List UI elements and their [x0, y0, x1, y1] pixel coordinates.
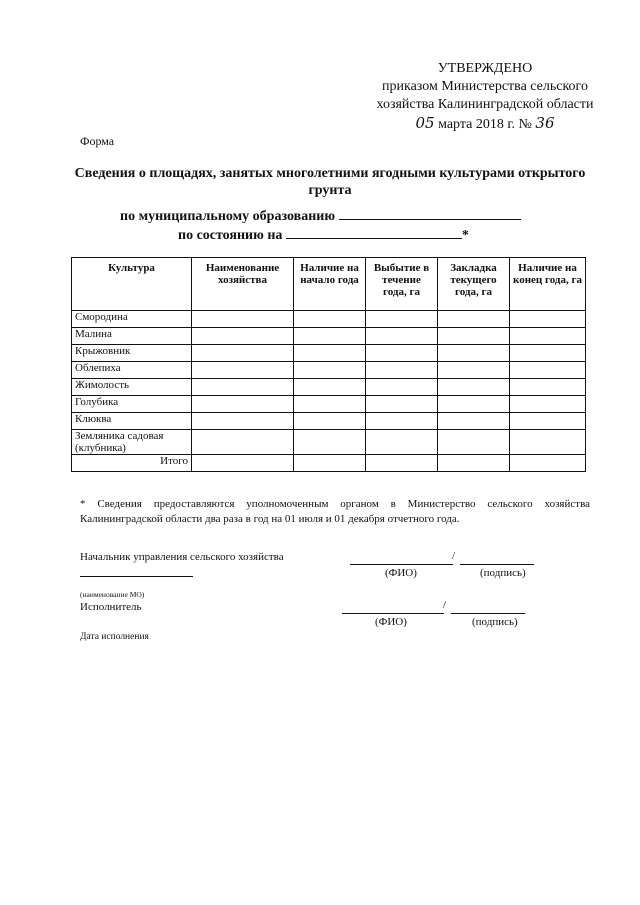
- chief-fio-caption: (ФИО): [385, 567, 417, 579]
- chief-sign-caption: (подпись): [480, 567, 526, 579]
- crops-table: [71, 257, 586, 472]
- approval-date-text: марта 2018 г. №: [438, 117, 532, 132]
- crop-name: Клюква: [72, 413, 192, 430]
- table-cell[interactable]: [438, 345, 510, 362]
- table-cell[interactable]: [366, 430, 438, 455]
- table-cell[interactable]: [192, 455, 294, 472]
- form-label: Форма: [80, 134, 115, 148]
- table-cell[interactable]: [438, 379, 510, 396]
- approval-line-2: хозяйства Калининградской области: [376, 97, 594, 112]
- crop-name: Земляника садовая (клубника): [72, 430, 192, 455]
- table-cell[interactable]: [294, 345, 366, 362]
- table-cell[interactable]: [192, 362, 294, 379]
- table-cell[interactable]: [294, 379, 366, 396]
- chief-fio-line[interactable]: [350, 550, 456, 565]
- table-cell[interactable]: [438, 413, 510, 430]
- crop-name: Облепиха: [72, 362, 192, 379]
- approval-number: 36: [535, 114, 555, 132]
- col-header: Закладка текущего года, га: [438, 258, 510, 311]
- table-cell[interactable]: [510, 413, 586, 430]
- municipal-line: [120, 206, 521, 225]
- table-cell[interactable]: [192, 311, 294, 328]
- table-row: [72, 413, 586, 430]
- executor-slash: /: [443, 599, 447, 611]
- table-cell[interactable]: [366, 311, 438, 328]
- table-cell[interactable]: [510, 362, 586, 379]
- table-cell[interactable]: [438, 455, 510, 472]
- table-cell[interactable]: [366, 328, 438, 345]
- approval-heading: УТВЕРЖДЕНО: [437, 61, 533, 76]
- table-total-row: [72, 455, 586, 472]
- as-of-blank[interactable]: [286, 225, 462, 239]
- table-cell[interactable]: [192, 413, 294, 430]
- table-cell[interactable]: [510, 396, 586, 413]
- as-of-asterisk: *: [461, 228, 469, 243]
- crop-name: Малина: [72, 328, 192, 345]
- col-header: Наименование хозяйства: [192, 258, 294, 311]
- table-cell[interactable]: [294, 413, 366, 430]
- table-header-row: [72, 258, 586, 311]
- approval-line-1: приказом Министерства сельского: [382, 79, 588, 94]
- table-cell[interactable]: [366, 413, 438, 430]
- table-cell[interactable]: [192, 396, 294, 413]
- table-cell[interactable]: [510, 430, 586, 455]
- executor-fio-line[interactable]: [342, 599, 447, 614]
- crop-name: Жимолость: [72, 379, 192, 396]
- crop-name: Смородина: [72, 311, 192, 328]
- table-cell[interactable]: [366, 455, 438, 472]
- col-header: Культура: [72, 258, 192, 311]
- table-row: [72, 396, 586, 413]
- table-cell[interactable]: [294, 311, 366, 328]
- executor-label: Исполнитель: [80, 601, 142, 613]
- chief-label: Начальник управления сельского хозяйства: [80, 551, 284, 563]
- approval-block: [360, 60, 610, 134]
- crop-name: Крыжовник: [72, 345, 192, 362]
- table-cell[interactable]: [438, 311, 510, 328]
- municipal-blank[interactable]: [339, 206, 521, 220]
- executor-sign-line[interactable]: [451, 599, 525, 614]
- col-header: Наличие на конец года, га: [510, 258, 586, 311]
- table-cell[interactable]: [192, 328, 294, 345]
- table-cell[interactable]: [438, 430, 510, 455]
- table-cell[interactable]: [366, 396, 438, 413]
- municipal-label: по муниципальному образованию: [120, 209, 336, 224]
- table-cell[interactable]: [510, 311, 586, 328]
- as-of-label: по состоянию на: [178, 228, 283, 243]
- table-cell[interactable]: [294, 430, 366, 455]
- table-row: [72, 430, 586, 455]
- table-row: [72, 311, 586, 328]
- table-cell[interactable]: [366, 362, 438, 379]
- footnote: * Сведения предоставляются уполномоченным органом в Министерство сельского хозяйства Калининградской области два раза в год на 01 июля и 01 декабря отчетного года.: [80, 498, 590, 525]
- table-cell[interactable]: [438, 328, 510, 345]
- table-cell[interactable]: [192, 345, 294, 362]
- table-row: [72, 345, 586, 362]
- table-cell[interactable]: [510, 379, 586, 396]
- table-cell[interactable]: [438, 396, 510, 413]
- approval-date-line: [360, 114, 610, 134]
- table-cell[interactable]: [510, 328, 586, 345]
- table-cell[interactable]: [294, 362, 366, 379]
- crop-name: Голубика: [72, 396, 192, 413]
- table-cell[interactable]: [510, 345, 586, 362]
- chief-sign-line[interactable]: [460, 550, 534, 565]
- date-label: Дата исполнения: [80, 632, 149, 642]
- table-row: [72, 328, 586, 345]
- page-title: Сведения о площадях, занятых многолетними ягодными культурами открытого грунта: [74, 166, 586, 198]
- table-row: [72, 379, 586, 396]
- col-header: Выбытие в течение года, га: [366, 258, 438, 311]
- table-cell[interactable]: [366, 345, 438, 362]
- as-of-line: [178, 225, 469, 244]
- mo-name-caption: (наименование МО): [80, 590, 145, 599]
- table-cell[interactable]: [192, 379, 294, 396]
- table-cell[interactable]: [294, 328, 366, 345]
- col-header: Наличие на начало года: [294, 258, 366, 311]
- table-cell[interactable]: [294, 455, 366, 472]
- total-label: Итого: [72, 455, 192, 472]
- table-cell[interactable]: [510, 455, 586, 472]
- chief-slash: /: [452, 550, 456, 562]
- table-cell[interactable]: [366, 379, 438, 396]
- table-cell[interactable]: [192, 430, 294, 455]
- table-row: [72, 362, 586, 379]
- executor-sign-caption: (подпись): [472, 616, 518, 628]
- approval-day: 05: [415, 114, 435, 132]
- mo-name-line[interactable]: [80, 562, 193, 577]
- table-cell[interactable]: [438, 362, 510, 379]
- table-cell[interactable]: [294, 396, 366, 413]
- executor-fio-caption: (ФИО): [375, 616, 407, 628]
